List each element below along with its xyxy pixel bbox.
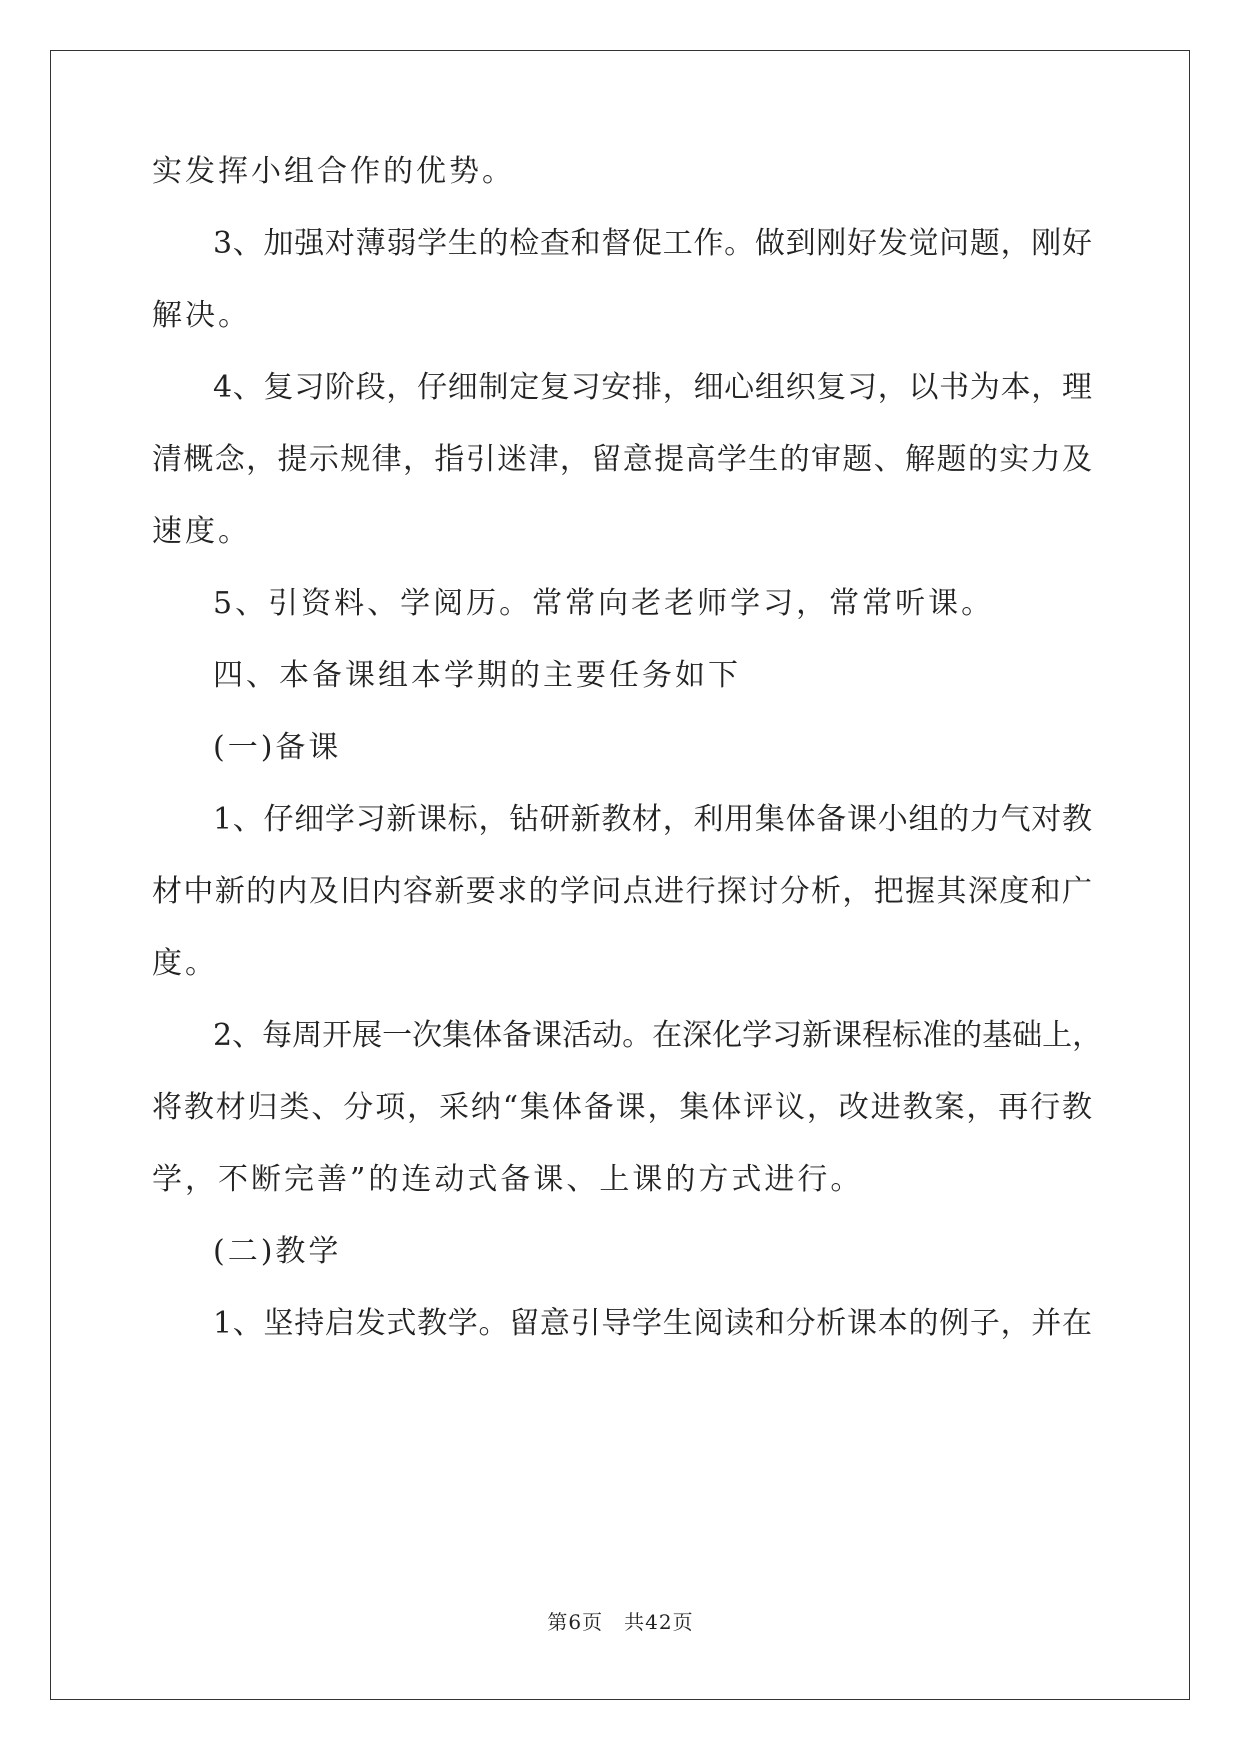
text-line-12: 度。 bbox=[152, 946, 218, 981]
text-line-17: 1、坚持启发式教学。留意引导学生阅读和分析课本的例子，并在 bbox=[213, 1306, 1092, 1341]
text-line-15: 学，不断完善”的连动式备课、上课的方式进行。 bbox=[152, 1162, 864, 1197]
text-line-13: 2、每周开展一次集体备课活动。在深化学习新课程标准的基础上， bbox=[213, 1018, 1103, 1053]
text-line-6: 速度。 bbox=[152, 514, 251, 549]
section-heading-4: 四、本备课组本学期的主要任务如下 bbox=[213, 658, 741, 693]
text-line-2: 3、加强对薄弱学生的检查和督促工作。做到刚好发觉问题，刚好 bbox=[213, 226, 1092, 261]
text-line-1: 实发挥小组合作的优势。 bbox=[152, 154, 515, 189]
text-line-4: 4、复习阶段，仔细制定复习安排，细心组织复习，以书为本，理 bbox=[213, 370, 1092, 405]
text-line-5: 清概念，提示规律，指引迷津，留意提高学生的审题、解题的实力及 bbox=[152, 442, 1092, 477]
page-number-footer: 第6页 共42页 bbox=[547, 1610, 694, 1634]
subsection-heading-2: (二)教学 bbox=[213, 1234, 342, 1269]
text-line-3: 解决。 bbox=[152, 298, 251, 333]
text-line-10: 1、仔细学习新课标，钻研新教材，利用集体备课小组的力气对教 bbox=[213, 802, 1092, 837]
text-line-7: 5、引资料、学阅历。常常向老老师学习，常常听课。 bbox=[213, 586, 995, 621]
text-line-14: 将教材归类、分项，采纳“集体备课，集体评议，改进教案，再行教 bbox=[152, 1090, 1092, 1125]
text-line-11: 材中新的内及旧内容新要求的学问点进行探讨分析，把握其深度和广 bbox=[152, 874, 1092, 909]
subsection-heading-1: (一)备课 bbox=[213, 730, 342, 765]
